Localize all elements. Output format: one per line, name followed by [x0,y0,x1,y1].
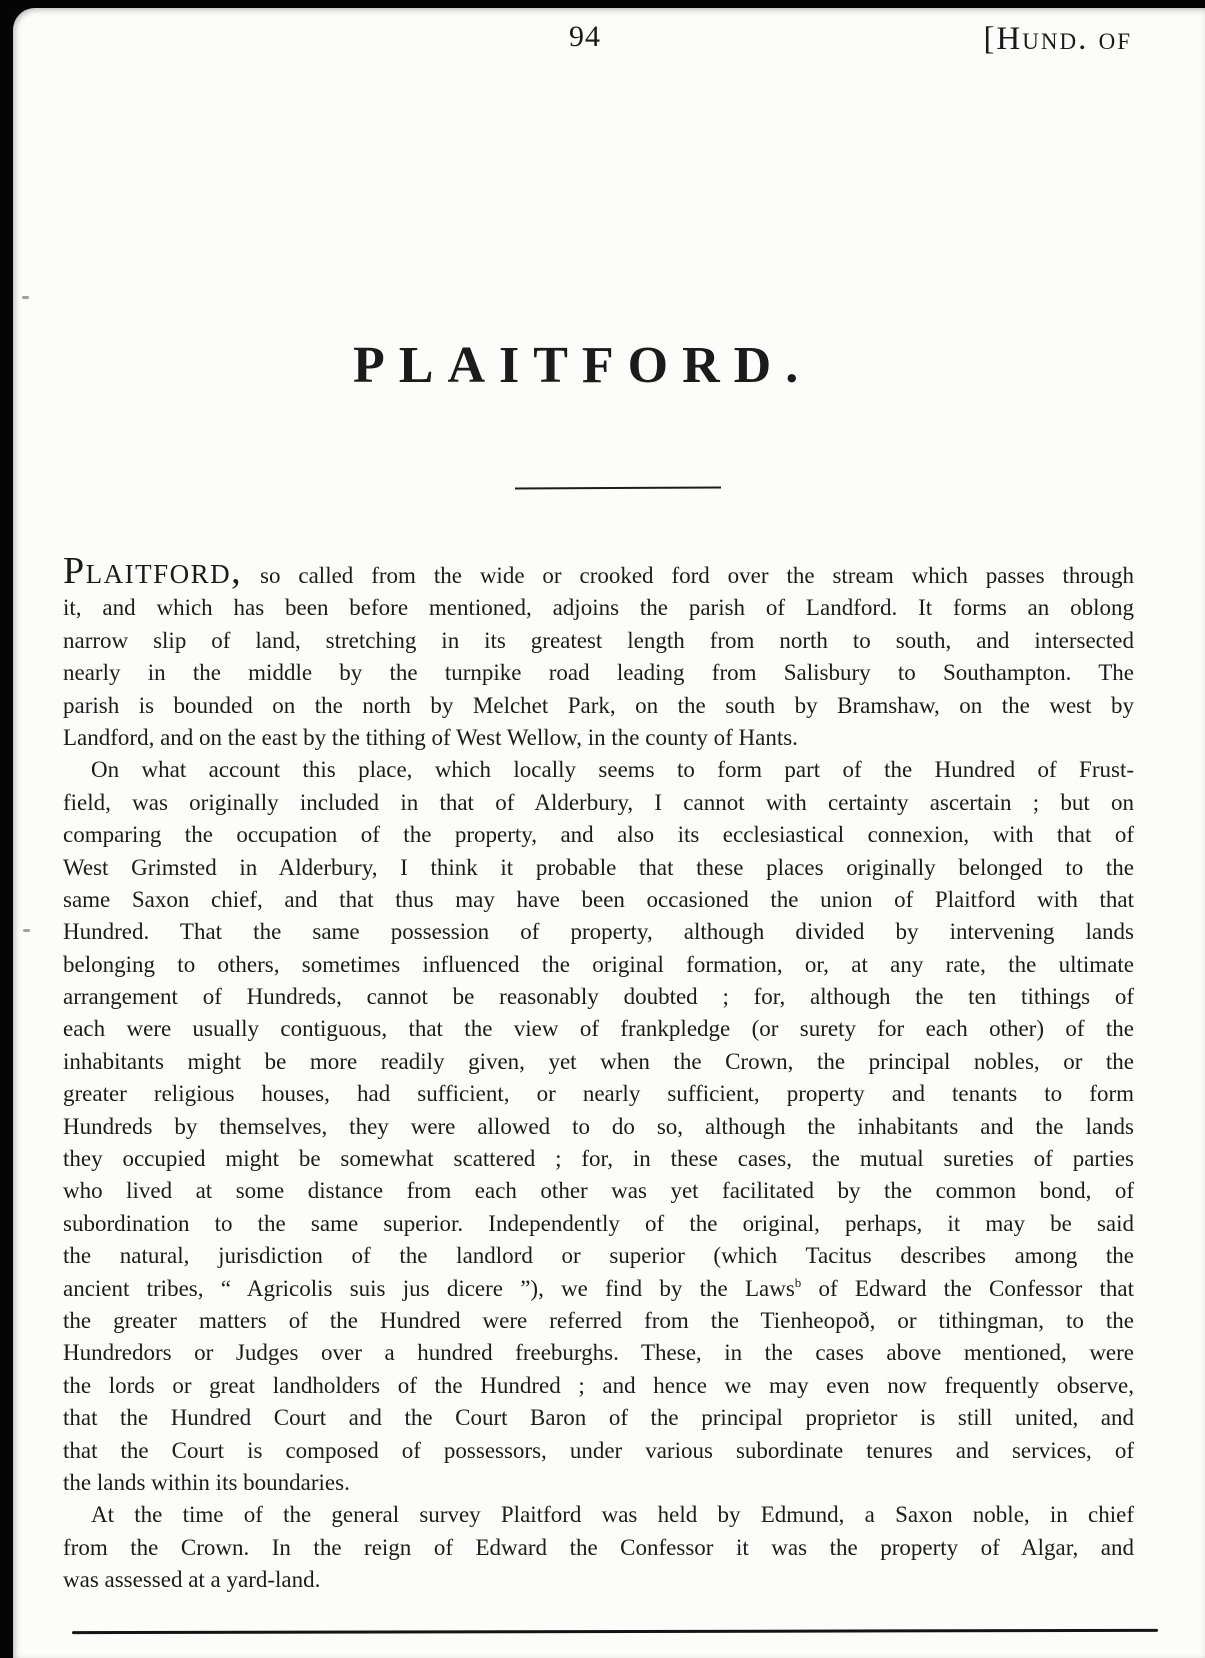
text-line: each were usually contiguous, that the view of frankpledge (or surety for each other) of the [63,1016,1134,1042]
scan-speck [22,296,29,299]
scan-border-top [0,0,1205,8]
text-line: it, and which has been before mentioned, adjoins the parish of Landford. It forms an oblong [63,595,1134,621]
chapter-title: PLAITFORD. [353,337,813,394]
text-line: they occupied might be somewhat scattered ; for, in these cases, the mutual sureties of parties [63,1146,1134,1172]
text-line: that the Hundred Court and the Court Baron of the principal proprietor is still united, and [63,1405,1134,1431]
text-line: inhabitants might be more readily given, yet when the Crown, the principal nobles, or the [63,1048,1134,1074]
text-line: who lived at some distance from each other was yet facilitated by the common bond, of [63,1178,1134,1204]
text-line: the greater matters of the Hundred were referred from the Tienheopoð, or tithingman, to the [63,1307,1134,1333]
text-line: ancient tribes, “ Agricolis suis jus dicere ”), we find by the Laws$^b$ of Edward the Confessor that [63,1274,1134,1301]
text-line: was assessed at a yard-land. [63,1567,321,1593]
running-header: [Hund. of [983,21,1132,57]
text-line: the lords or great landholders of the Hundred ; and hence we may even now frequently observe, [63,1372,1134,1398]
lead-word: Plaitford, [63,550,243,592]
text-line: subordination to the same superior. Independently of the original, perhaps, it may be said [63,1210,1134,1236]
text-line: the natural, jurisdiction of the landlord or superior (which Tacitus describes among the [63,1243,1134,1269]
text-line: the lands within its boundaries. [63,1469,350,1495]
text-line: At the time of the general survey Plaitford was held by Edmund, a Saxon noble, in chief [91,1502,1134,1528]
page-number: 94 [569,20,601,53]
text-line: that the Court is composed of possessors, under various subordinate tenures and services, of [63,1437,1134,1463]
text-line: nearly in the middle by the turnpike road leading from Salisbury to Southampton. The [63,660,1134,686]
text-line: West Grimsted in Alderbury, I think it probable that these places originally belonged to the [63,854,1134,880]
scan-border-left [0,0,13,1658]
text-line: comparing the occupation of the property, and also its ecclesiastical connexion, with that of [63,822,1134,848]
text-line: from the Crown. In the reign of Edward the Confessor it was the property of Algar, and [63,1534,1134,1560]
text-line: Landford, and on the east by the tithing of West Wellow, in the county of Hants. [63,724,798,750]
text-line: Hundred. That the same possession of property, although divided by intervening lands [63,919,1134,945]
text-line: greater religious houses, had sufficient, or nearly sufficient, property and tenants to form [63,1081,1134,1107]
text-line: narrow slip of land, stretching in its greatest length from north to south, and intersected [63,627,1134,653]
text-line: same Saxon chief, and that thus may have been occasioned the union of Plaitford with that [63,886,1134,912]
text-line: On what account this place, which locally seems to form part of the Hundred of Frust- [91,757,1134,783]
text-line: field, was originally included in that of Alderbury, I cannot with certainty ascertain ; but on [63,789,1134,815]
text-line: arrangement of Hundreds, cannot be reasonably doubted ; for, although the ten tithings of [63,984,1134,1010]
text-line: parish is bounded on the north by Melchet Park, on the south by Bramshaw, on the west by [63,692,1134,718]
text-line: Hundreds by themselves, they were allowed to do so, although the inhabitants and the lands [63,1113,1134,1139]
body-text [63,550,1134,1597]
text-line: belonging to others, sometimes influenced the original formation, or, at any rate, the ultimate [63,951,1134,977]
text-line: Hundredors or Judges over a hundred freeburghs. These, in the cases above mentioned, were [63,1340,1134,1366]
scan-speck [23,929,30,932]
text-line: Plaitford, so called from the wide or crooked ford over the stream which passes through [63,550,1134,592]
